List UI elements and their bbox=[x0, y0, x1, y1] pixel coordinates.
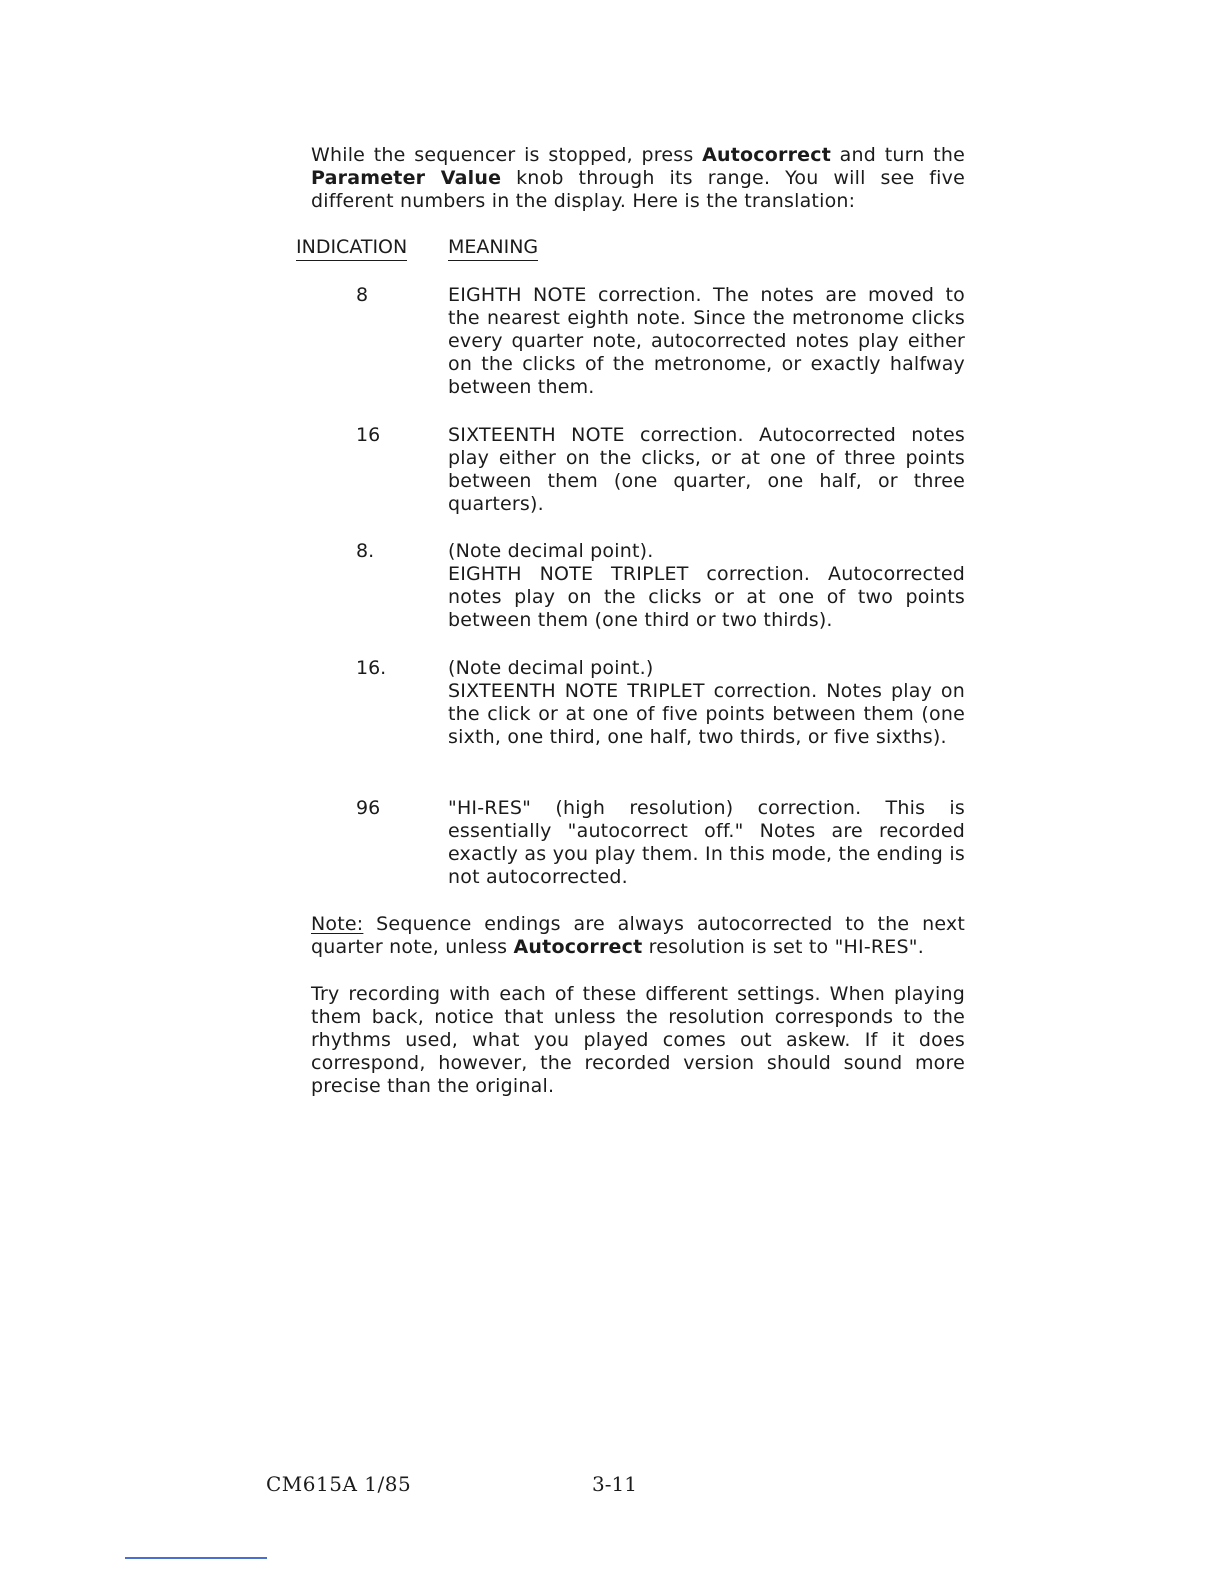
indication-value: 96 bbox=[356, 797, 381, 819]
indication-header: INDICATION bbox=[296, 236, 407, 261]
indication-value: 8 bbox=[356, 284, 369, 306]
indication-value: 16 bbox=[356, 424, 381, 446]
parameter-value-knob-ref: Parameter Value bbox=[311, 167, 502, 189]
meaning-text: (Note decimal point.) SIXTEENTH NOTE TRIPLET correction. Notes play on the click or at one of five points between them (one sixth, one third, one half, two thirds, or five sixths). bbox=[448, 657, 965, 748]
try-paragraph: Try recording with each of these different settings. When playing them back, notice that unless the resolution corresponds to the rhythms used, what you played comes out askew. If it does correspond, however, the recorded version should sound more precise than the original. bbox=[311, 983, 965, 1097]
scan-artifact-line bbox=[125, 1557, 267, 1559]
meaning-text: SIXTEENTH NOTE correction. Autocorrected notes play either on the clicks, or at one of three points between them (one quarter, one half, or three quarters). bbox=[448, 424, 965, 515]
indication-value: 16. bbox=[356, 657, 387, 679]
note-paragraph: Note: Sequence endings are always autocorrected to the next quarter note, unless Autocorrect resolution is set to "HI-RES". bbox=[311, 913, 965, 958]
note-label: Note: bbox=[311, 913, 364, 935]
meaning-text: "HI-RES" (high resolution) correction. This is essentially "autocorrect off." Notes are recorded exactly as you play them. In this mode, the ending is not autocorrected. bbox=[448, 797, 965, 888]
page-number: 3-11 bbox=[592, 1472, 637, 1496]
document-code: CM615A 1/85 bbox=[266, 1472, 412, 1496]
intro-paragraph: While the sequencer is stopped, press Autocorrect and turn the Parameter Value knob through its range. You will see five different numbers in the display. Here is the translation: bbox=[311, 144, 965, 212]
indication-value: 8. bbox=[356, 540, 375, 562]
meaning-text: EIGHTH NOTE correction. The notes are moved to the nearest eighth note. Since the metronome clicks every quarter note, autocorrected notes play either on the clicks of the metronome, or exactly halfway between them. bbox=[448, 284, 965, 398]
meaning-header: MEANING bbox=[448, 236, 538, 261]
meaning-text: (Note decimal point). EIGHTH NOTE TRIPLET correction. Autocorrected notes play on the clicks or at one of two points between them (one third or two thirds). bbox=[448, 540, 965, 631]
autocorrect-button-ref: Autocorrect bbox=[702, 144, 831, 166]
